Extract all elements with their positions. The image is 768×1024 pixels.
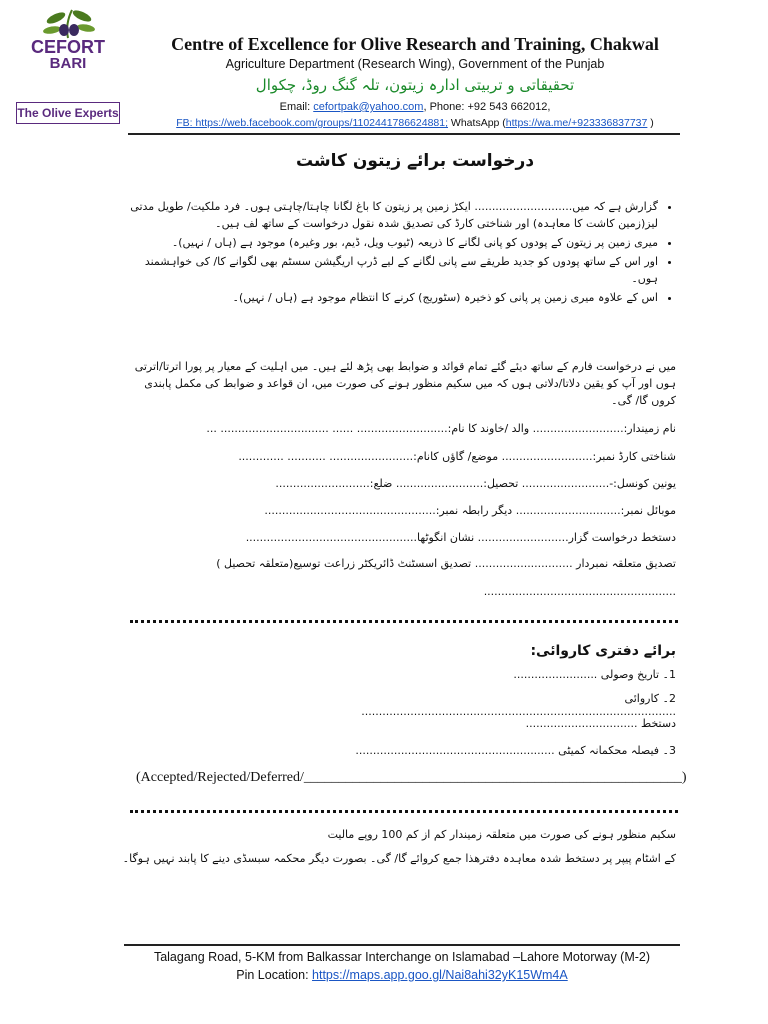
footer-pin [100,968,704,982]
verification-signature-line: ....................................................... [483,585,676,598]
facebook-link[interactable]: FB: https://web.facebook.com/groups/1102441786624881; [176,117,449,129]
terms-item: • گزارش ہے کہ میں............................ ایکڑ زمین پر زیتون کا باغ لگانا چاہتا/چاہتی ہوں۔ فرد ملکیت/ طویل مدتی لیز(زمین کاشت کا معاہدہ) اور شناختی کارڈ کی تصدیق شدہ نقول درخواست کے ساتھ لف ہیں۔ [120,198,658,232]
pin-location-link[interactable]: https://maps.app.goo.gl/Nai8ahi32yK15Wm4A [312,968,568,982]
signature-line: دستخط ................................ [525,717,676,730]
logo-tagline: The Olive Experts [16,102,120,124]
section-divider [130,620,678,623]
whatsapp-close: ) [647,117,654,129]
olive-branch-icon [38,8,98,40]
logo-sub: BARI [49,55,87,72]
terms-item: • اس کے علاوہ میری زمین پر پانی کو ذخیرہ (سٹوریج) کرنے کا انتظام موجود ہے (ہاں / نہیں)۔ [120,289,658,306]
scheme-note: کے اشٹام پیپر پر دستخط شدہ معاہدہ دفترھذا جمع کروائے گا/ گی۔ بصورت دیگر محکمہ سبسڈی دینے کا پابند نہیں ہوگا۔ [122,852,676,865]
header-divider [128,133,680,135]
form-title: درخواست برائے زیتون کاشت [295,151,535,171]
cnic-village-field[interactable]: شناختی کارڈ نمبر:.......................... موضع/ گاؤں کانام:........................ ........... ............. [238,450,676,463]
mobile-number-field[interactable]: موبائل نمبر:.............................. دیگر رابطہ نمبر:................................................. [264,504,676,517]
committee-decision-line: 3۔ فیصلہ محکمانہ کمیٹی ......................................................... [355,744,676,757]
declaration-paragraph: میں نے درخواست فارم کے ساتھ دیئے گئے تمام قوائد و ضوابط بھی پڑھ لئے ہیں۔ میں اہلیت کے معیار پر پورا اترتا/اترتی ہوں اور آپ کو یقین دلاتا/دلاتی ہوں کہ میں سکیم منظور ہونے کی صورت میں، ان قواعد و ضوابط کی مکمل پابندی کروں گا/ گی۔ [134,360,676,407]
contact-line [130,101,700,113]
office-use-title: برائے دفتری کاروائی: [530,643,676,659]
terms-list [120,198,680,308]
email-label: Email: [279,101,314,113]
whatsapp-label: WhatsApp ( [448,117,506,129]
page-title: Centre of Excellence for Olive Research and Training, Chakwal [171,34,659,54]
urdu-institute-name: تحقیقاتی و تربیتی ادارہ زیتون، تلہ گنگ روڈ، چکوال [255,76,575,94]
union-council-field[interactable]: یونین کونسل:-......................... تحصیل:......................... ضلع:........................... [275,477,676,490]
email-link[interactable]: cefortpak@yahoo.com [313,101,424,113]
landowner-name-field[interactable]: نام زمیندار:.......................... والد /خاوند کا نام:.......................... ...... ............................... ... [206,422,676,435]
receipt-date-line: 1۔ تاریخ وصولی ........................ [513,668,676,681]
terms-item: • میری زمین پر زیتون کے پودوں کو پانی لگانے کا ذریعہ (ٹیوب ویل، ڈیم، بور وغیرہ) موجود ہے (ہاں / نہیں)۔ [120,234,658,251]
whatsapp-link[interactable]: https://wa.me/+923336837737 [505,117,648,129]
pin-label: Pin Location: [236,968,313,982]
decision-status-line: (Accepted/Rejected/Deferred/______________________________________________________) [136,770,687,785]
applicant-signature-field[interactable]: دستخط درخواست گزار.......................... نشان انگوٹھا................................................. [245,531,676,544]
social-line [130,117,700,129]
phone-text: , Phone: +92 543 662012, [423,101,551,113]
logo-brand: CEFORT [31,37,105,57]
footer-divider [124,944,680,946]
scheme-note: سکیم منظور ہونے کی صورت میں متعلقہ زمیندار کم از کم 100 روپے مالیت [327,828,676,841]
footer-address: Talagang Road, 5-KM from Balkassar Interchange on Islamabad –Lahore Motorway (M-2) [153,950,651,964]
terms-item: • اور اس کے ساتھ پودوں کو جدید طریقے سے پانی لگانے کے لیے ڈرپ اریگیشن سسٹم بھی لگوانے کا/ کی خواہشمند ہوں۔ [120,253,658,287]
action-line: 2۔ کاروائی .......................................................................................... [361,692,676,718]
department-line: Agriculture Department (Research Wing), Government of the Punjab [225,57,605,71]
section-divider [130,810,678,813]
cefort-logo [14,6,122,118]
verification-field[interactable]: تصدیق متعلقہ نمبردار ............................ تصدیق اسسٹنٹ ڈائریکٹر زراعت توسیع(متعلقہ تحصیل ) [216,557,676,570]
